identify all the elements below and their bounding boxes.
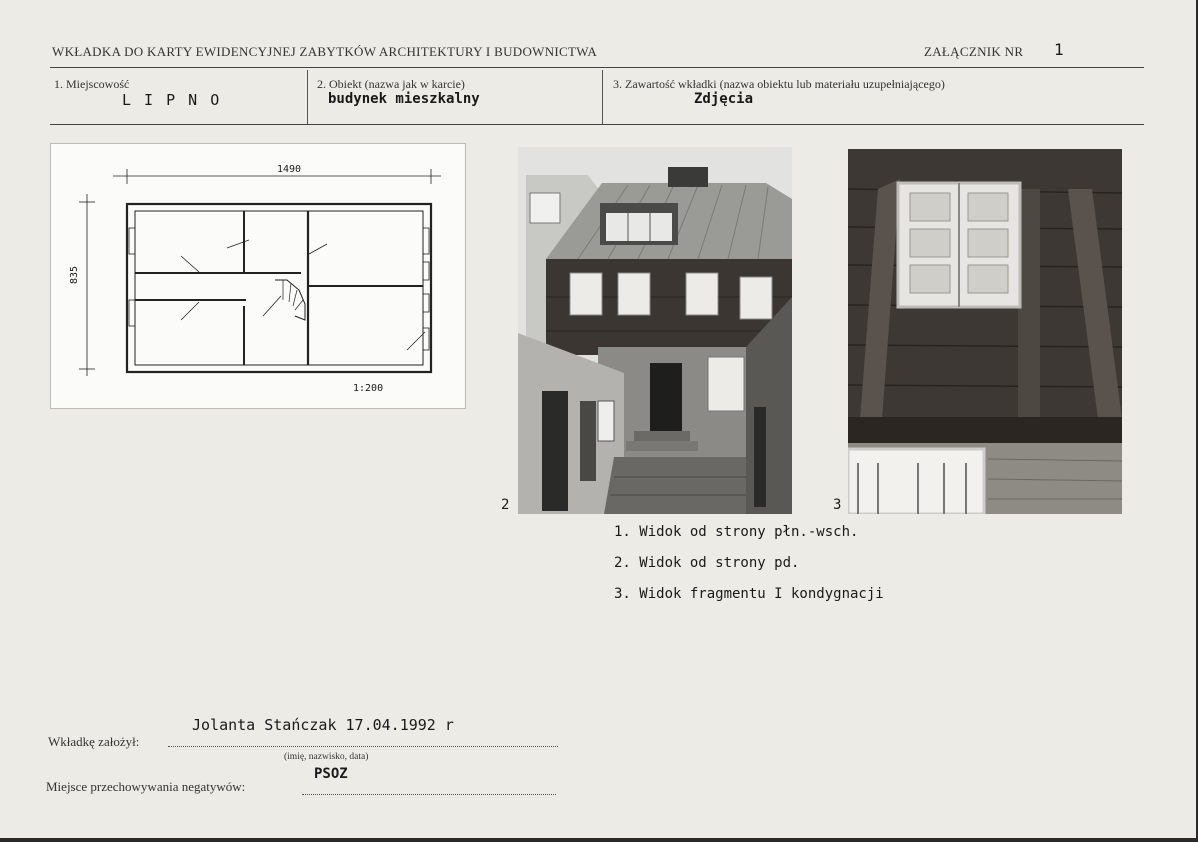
author-value: Jolanta Stańczak 17.04.1992 r bbox=[192, 716, 454, 734]
negatives-line bbox=[302, 794, 556, 795]
sheet-title: WKŁADKA DO KARTY EWIDENCYJNEJ ZABYTKÓW ARCHITEKTURY I BUDOWNICTWA bbox=[52, 44, 598, 59]
object-value: budynek mieszkalny bbox=[328, 91, 480, 107]
attachment-number: 1 bbox=[1054, 40, 1064, 59]
caption-2: 2. Widok od strony pd. bbox=[614, 555, 800, 571]
photo-wall-fragment bbox=[848, 149, 1122, 514]
caption-1: 1. Widok od strony płn.-wsch. bbox=[614, 524, 859, 540]
author-label: Wkładkę założył: bbox=[48, 734, 140, 749]
photo-south-view bbox=[518, 147, 792, 514]
content-value: Zdjęcia bbox=[694, 91, 754, 107]
locality-value: L I P N O bbox=[122, 91, 222, 109]
header-rule bbox=[50, 67, 1144, 68]
field-divider bbox=[307, 70, 308, 124]
fields-rule bbox=[50, 124, 1144, 125]
negatives-value: PSOZ bbox=[314, 766, 348, 782]
plan-scale: 1:200 bbox=[353, 383, 384, 394]
content-label: 3. Zawartość wkładki (nazwa obiektu lub materiału uzupełniającego) bbox=[613, 77, 945, 91]
plan-width-dimension: 1490 bbox=[277, 164, 302, 175]
field-divider bbox=[602, 70, 603, 124]
author-line bbox=[168, 746, 558, 747]
attachment-label: ZAŁĄCZNIK NR bbox=[924, 44, 1024, 59]
floor-plan-drawing bbox=[51, 144, 465, 408]
caption-3: 3. Widok fragmentu I kondygnacji bbox=[614, 586, 884, 602]
plan-height-dimension: 835 bbox=[69, 265, 80, 284]
author-hint: (imię, nazwisko, data) bbox=[284, 752, 369, 762]
floor-plan bbox=[50, 143, 466, 409]
photo-number-3: 3 bbox=[833, 497, 842, 513]
negatives-label: Miejsce przechowywania negatywów: bbox=[46, 779, 246, 794]
object-label: 2. Obiekt (nazwa jak w karcie) bbox=[317, 77, 465, 91]
photo-number-2: 2 bbox=[501, 497, 510, 513]
locality-label: 1. Miejscowość bbox=[54, 77, 130, 91]
